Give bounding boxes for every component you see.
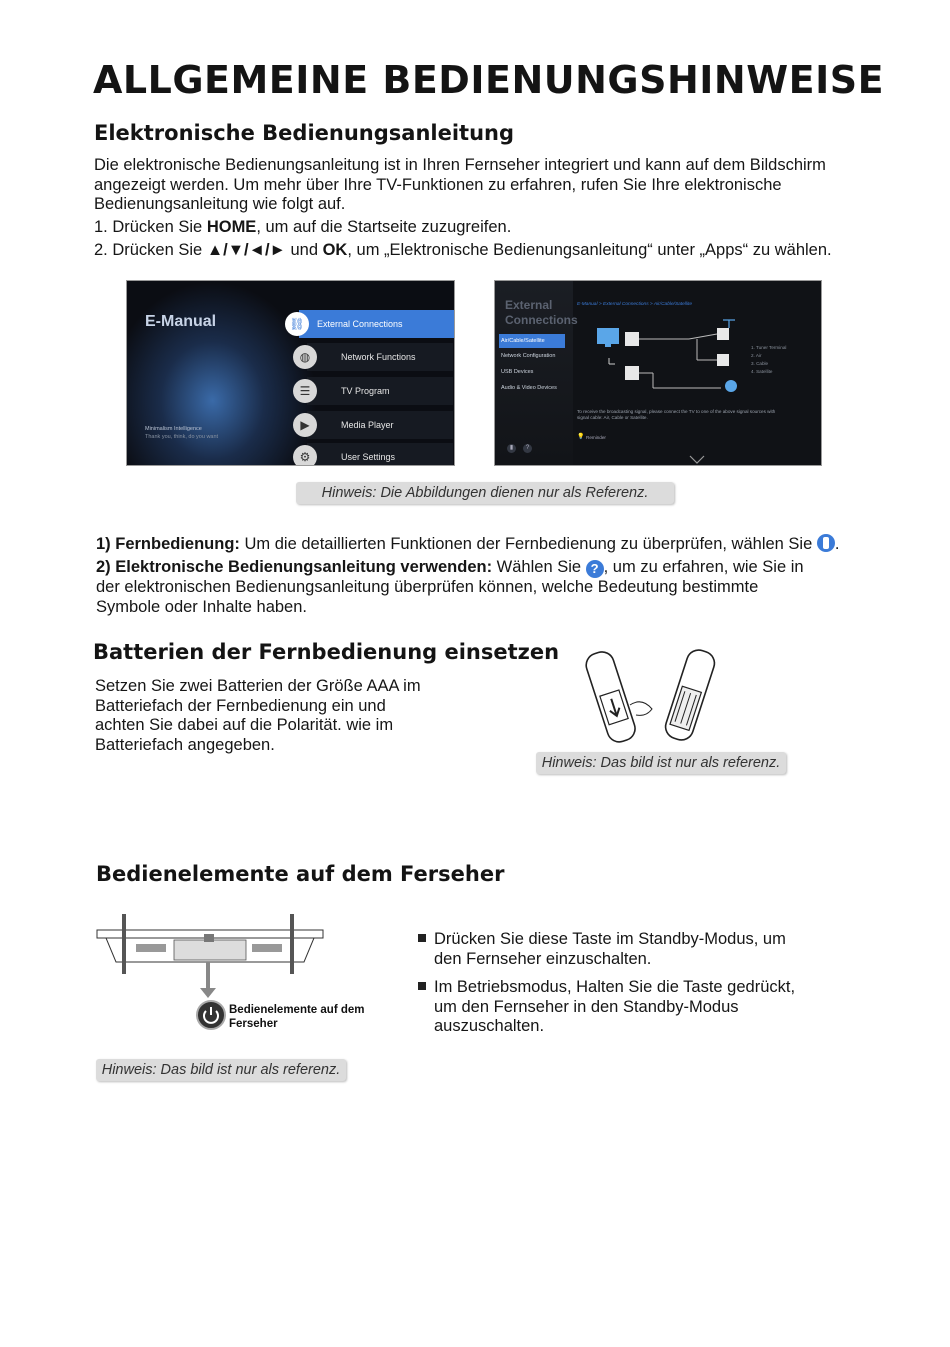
batteries-text: Setzen Sie zwei Batterien der Größe AAA im Batteriefach der Fernbedienung ein und achten Sie dabei auf die Polarität. wie im Batteriefach angegeben.: [95, 677, 421, 754]
ok-key: OK: [322, 241, 348, 259]
item-emanual-label: 2) Elektronische Bedienungsanleitung verwenden:: [96, 558, 493, 576]
globe-icon: ◍: [293, 345, 317, 369]
remote-small-icon[interactable]: ▮: [507, 444, 516, 453]
step-2-post: , um „Elektronische Bedienungsanleitung“ unter „Apps“ zu wählen.: [347, 241, 832, 259]
legend-item: 1. Tuner Terminal: [751, 345, 787, 350]
screen-title-1: External: [505, 298, 553, 312]
item-emanual-text-b: , um zu erfahren, wie Sie in der elektronischen Bedienungsanleitung überprüfen können, welche Bedeutung bestimmte Symbole oder Inhalte haben.: [96, 558, 804, 616]
home-key: HOME: [206, 218, 257, 236]
battery-illustration: [580, 645, 740, 745]
bullet-icon: [418, 982, 426, 990]
screen-title-2: Connections: [505, 313, 578, 327]
help-small-icon[interactable]: ?: [523, 444, 532, 453]
step-2-pre: 2. Drücken Sie: [94, 241, 207, 259]
scroll-down-icon[interactable]: [689, 452, 705, 462]
item-remote-label: 1) Fernbedienung:: [96, 535, 240, 553]
help-icon: ?: [586, 560, 604, 578]
control-bullet-1: Drücken Sie diese Taste im Standby-Modus, um den Fernseher einzuschalten.: [434, 930, 786, 968]
emanual-screenshot: [126, 280, 455, 466]
screen-caption: To receive the broadcasting signal, please connect the TV to one of the above signal sources with signal cable: Air, Cable or Satellite.: [577, 409, 776, 420]
remote-icon: [817, 534, 835, 552]
step-1-post: , um auf die Startseite zuzugreifen.: [256, 218, 512, 236]
emanual-title: E-Manual: [145, 313, 217, 330]
power-icon[interactable]: [196, 1000, 226, 1030]
menu-item-user-settings[interactable]: ⚙ User Settings: [307, 443, 453, 466]
menu-item-tv-program[interactable]: ☰ TV Program: [307, 377, 453, 405]
item-emanual-text-a: Wählen Sie: [492, 558, 586, 576]
step-2-mid: und: [285, 241, 323, 259]
step-2: [94, 241, 874, 261]
controls-heading: Bedienelemente auf dem Ferseher: [96, 862, 505, 886]
menu-item-external-connections[interactable]: ⛓ External Connections: [299, 310, 454, 338]
sidebar-item-network-configuration[interactable]: Network Configuration: [501, 353, 556, 359]
controls-note: Hinweis: Das bild ist nur als referenz.: [96, 1059, 346, 1081]
lightbulb-icon: 💡: [577, 434, 585, 440]
sidebar-item-usb-devices[interactable]: USB Devices: [501, 369, 534, 375]
item-remote-text: Um die detaillierten Funktionen der Fernbedienung zu überprüfen, wählen Sie: [239, 535, 817, 553]
emanual-heading: Elektronische Bedienungsanleitung: [94, 121, 515, 145]
tagline-2: Thank you, think, do you want: [145, 434, 219, 440]
item-remote: 1) Fernbedienung: Um die detaillierten Funktionen der Fernbedienung zu überprüfen, wählen Sie .: [96, 535, 840, 553]
gear-icon: ⚙: [293, 445, 317, 466]
step-1: [94, 218, 854, 238]
page-title: ALLGEMEINE BEDIENUNGSHINWEISE: [93, 58, 885, 102]
arrow-keys: ▲/▼/◄/►: [206, 241, 286, 259]
menu-item-media-player[interactable]: ▶ Media Player: [307, 411, 453, 439]
sidebar-item-label: Air/Cable/Satellite: [501, 338, 545, 344]
reminder-label: Reminder: [586, 435, 606, 440]
sidebar-item-audio-video-devices[interactable]: Audio & Video Devices: [501, 385, 557, 391]
breadcrumb: E-Manual > External Connections > Air/Cable/Satellite: [577, 302, 693, 307]
step-1-pre: 1. Drücken Sie: [94, 218, 207, 236]
reference-note: Hinweis: Die Abbildungen dienen nur als Referenz.: [296, 482, 674, 504]
menu-item-network-functions[interactable]: ◍ Network Functions: [307, 343, 453, 371]
legend-item: 2. Air: [751, 353, 762, 358]
external-connections-screenshot: [494, 280, 822, 466]
legend-item: 3. Cable: [751, 361, 769, 366]
battery-note: Hinweis: Das bild ist nur als referenz.: [536, 752, 786, 774]
link-icon: ⛓: [285, 312, 309, 336]
power-button-label: Bedienelemente auf dem Ferseher: [229, 1004, 365, 1030]
item-emanual: [96, 558, 826, 617]
emanual-intro: Die elektronische Bedienungsanleitung ist in Ihren Fernseher integriert und kann auf dem Bildschirm angezeigt werden. Um mehr über Ihre TV-Funktionen zu erfahren, rufen Sie Ihre elektronische Bedienungsanleitung wie folgt auf.: [94, 156, 826, 213]
legend: [751, 344, 786, 376]
bullet-icon: [418, 934, 426, 942]
tagline-1: Minimalism Intelligence: [145, 426, 202, 432]
control-bullet-2: Im Betriebsmodus, Halten Sie die Taste gedrückt, um den Fernseher in den Standby-Modus auszuschalten.: [434, 978, 796, 1035]
legend-item: 4. Satellite: [751, 369, 773, 374]
media-icon: ▶: [293, 413, 317, 437]
batteries-heading: Batterien der Fernbedienung einsetzen: [93, 640, 560, 664]
list-icon: ☰: [293, 379, 317, 403]
